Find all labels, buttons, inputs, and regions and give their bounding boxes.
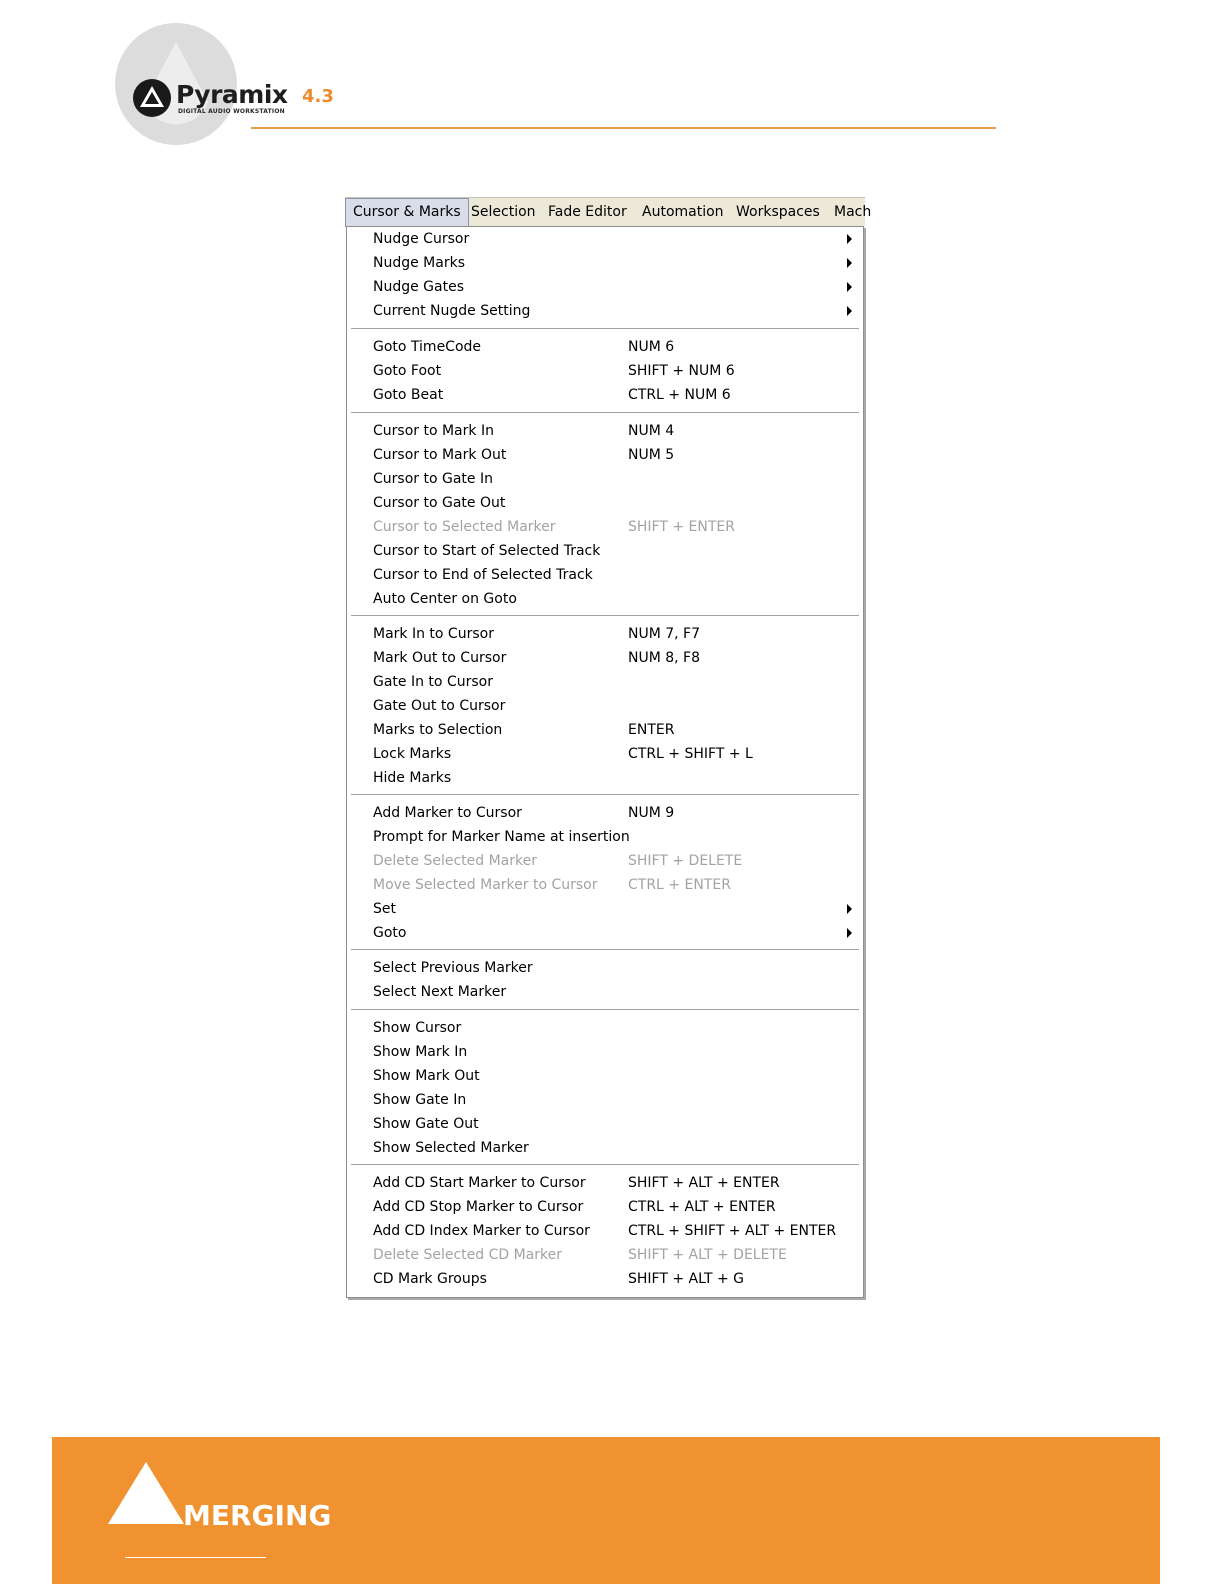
menu-item-shortcut: NUM 8, F8 bbox=[628, 650, 701, 666]
menu-item-shortcut: NUM 4 bbox=[628, 423, 675, 439]
menu-item-label: Move Selected Marker to Cursor bbox=[373, 877, 598, 893]
menu-item-label: Lock Marks bbox=[373, 746, 452, 762]
menu-item-label: Add CD Index Marker to Cursor bbox=[373, 1223, 590, 1239]
menu-item-label: Goto TimeCode bbox=[373, 339, 482, 355]
menu-item-label: Prompt for Marker Name at insertion bbox=[373, 829, 630, 845]
menu-item-nudge-cursor[interactable] bbox=[373, 227, 853, 251]
menu-item-label: Auto Center on Goto bbox=[373, 591, 517, 607]
menu-item-label: Nudge Gates bbox=[373, 279, 465, 295]
menu-item-shortcut: SHIFT + NUM 6 bbox=[628, 363, 735, 379]
menu-item-label: Select Next Marker bbox=[373, 984, 507, 1000]
menu-item-label: Cursor to Mark In bbox=[373, 423, 494, 439]
menu-item-delete-cd-marker bbox=[373, 1243, 853, 1267]
merging-logo-icon bbox=[106, 1460, 186, 1526]
menu-separator bbox=[351, 794, 859, 795]
menu-item-cd-mark-groups[interactable] bbox=[373, 1267, 853, 1291]
menu-item-shortcut: CTRL + ALT + ENTER bbox=[628, 1199, 776, 1215]
menu-item-label: Cursor to Gate Out bbox=[373, 495, 506, 511]
menu-item-add-marker-to-cursor[interactable] bbox=[373, 801, 853, 825]
menu-item-label: Cursor to End of Selected Track bbox=[373, 567, 593, 583]
menu-item-label: Nudge Marks bbox=[373, 255, 465, 271]
submenu-arrow-icon bbox=[847, 904, 852, 914]
menu-item-show-mark-out[interactable] bbox=[373, 1064, 853, 1088]
menu-item-label: CD Mark Groups bbox=[373, 1271, 487, 1287]
menu-item-label: Gate Out to Cursor bbox=[373, 698, 506, 714]
menu-item-shortcut: SHIFT + ALT + G bbox=[628, 1271, 745, 1287]
menu-item-show-mark-in[interactable] bbox=[373, 1040, 853, 1064]
menu-item-label: Hide Marks bbox=[373, 770, 452, 786]
menu-item-label: Show Selected Marker bbox=[373, 1140, 529, 1156]
menu-item-shortcut: CTRL + NUM 6 bbox=[628, 387, 731, 403]
submenu-arrow-icon bbox=[847, 306, 852, 316]
menu-item-delete-selected-marker bbox=[373, 849, 853, 873]
menu-item-shortcut: CTRL + SHIFT + ALT + ENTER bbox=[628, 1223, 837, 1239]
menu-item-select-previous-marker[interactable] bbox=[373, 956, 853, 980]
brand-version: 4.3 bbox=[302, 86, 334, 107]
menu-item-add-cd-index[interactable] bbox=[373, 1219, 853, 1243]
submenu-arrow-icon bbox=[847, 928, 852, 938]
menu-item-add-cd-stop[interactable] bbox=[373, 1195, 853, 1219]
menu-item-label: Show Gate In bbox=[373, 1092, 467, 1108]
menu-item-current-nudge-setting[interactable] bbox=[373, 299, 853, 323]
menu-item-label: Add CD Start Marker to Cursor bbox=[373, 1175, 586, 1191]
menubar bbox=[345, 197, 872, 227]
menu-item-lock-marks[interactable] bbox=[373, 742, 853, 766]
menu-item-label: Show Gate Out bbox=[373, 1116, 479, 1132]
menu-item-label: Add CD Stop Marker to Cursor bbox=[373, 1199, 584, 1215]
menu-item-label: Show Mark In bbox=[373, 1044, 468, 1060]
menu-separator bbox=[351, 949, 859, 950]
menu-item-mark-out-to-cursor[interactable] bbox=[373, 646, 853, 670]
menu-item-label: Mark In to Cursor bbox=[373, 626, 494, 642]
menu-item-goto[interactable] bbox=[373, 921, 853, 945]
menu-item-auto-center-on-goto[interactable] bbox=[373, 587, 853, 611]
submenu-arrow-icon bbox=[847, 234, 852, 244]
menu-item-shortcut: CTRL + ENTER bbox=[628, 877, 731, 893]
menu-item-shortcut: NUM 5 bbox=[628, 447, 675, 463]
menu-item-show-cursor[interactable] bbox=[373, 1016, 853, 1040]
menu-item-shortcut: CTRL + SHIFT + L bbox=[628, 746, 753, 762]
menubar-mach[interactable]: Mach bbox=[834, 204, 872, 220]
menu-item-label: Nudge Cursor bbox=[373, 231, 470, 247]
menu-item-shortcut: SHIFT + ALT + DELETE bbox=[628, 1247, 787, 1263]
menubar-fade-editor[interactable]: Fade Editor bbox=[548, 204, 627, 220]
submenu-arrow-icon bbox=[847, 258, 852, 268]
menu-item-nudge-marks[interactable] bbox=[373, 251, 853, 275]
menubar-selection[interactable]: Selection bbox=[471, 204, 536, 220]
brand-tagline: DIGITAL AUDIO WORKSTATION bbox=[178, 108, 285, 115]
menu-item-label: Cursor to Start of Selected Track bbox=[373, 543, 601, 559]
menu-item-label: Mark Out to Cursor bbox=[373, 650, 507, 666]
menu-item-label: Marks to Selection bbox=[373, 722, 503, 738]
menu-item-label: Current Nugde Setting bbox=[373, 303, 531, 319]
header-divider bbox=[251, 127, 996, 129]
menu-item-hide-marks[interactable] bbox=[373, 766, 853, 790]
menu-item-shortcut: NUM 7, F7 bbox=[628, 626, 701, 642]
submenu-arrow-icon bbox=[847, 282, 852, 292]
menu-item-cursor-to-mark-out[interactable] bbox=[373, 443, 853, 467]
menu-item-label: Goto Beat bbox=[373, 387, 444, 403]
menu-item-show-gate-in[interactable] bbox=[373, 1088, 853, 1112]
footer-underline bbox=[125, 1557, 266, 1558]
menu-item-label: Select Previous Marker bbox=[373, 960, 533, 976]
menu-item-label: Gate In to Cursor bbox=[373, 674, 493, 690]
menu-item-shortcut: NUM 6 bbox=[628, 339, 675, 355]
menubar-workspaces[interactable]: Workspaces bbox=[736, 204, 820, 220]
menu-item-cursor-to-mark-in[interactable] bbox=[373, 419, 853, 443]
menu-item-goto-foot[interactable] bbox=[373, 359, 853, 383]
menu-item-set[interactable] bbox=[373, 897, 853, 921]
menu-item-shortcut: ENTER bbox=[628, 722, 675, 738]
cursor-marks-dropdown bbox=[346, 226, 864, 1298]
menu-separator bbox=[351, 615, 859, 616]
menu-item-gate-in-to-cursor[interactable] bbox=[373, 670, 853, 694]
menu-item-label: Add Marker to Cursor bbox=[373, 805, 522, 821]
menu-separator bbox=[351, 1009, 859, 1010]
menu-item-show-selected-marker[interactable] bbox=[373, 1136, 853, 1160]
menu-separator bbox=[351, 328, 859, 329]
menu-item-shortcut: SHIFT + ALT + ENTER bbox=[628, 1175, 780, 1191]
menu-item-nudge-gates[interactable] bbox=[373, 275, 853, 299]
menu-item-label: Cursor to Mark Out bbox=[373, 447, 507, 463]
menu-item-add-cd-start[interactable] bbox=[373, 1171, 853, 1195]
menu-separator bbox=[351, 412, 859, 413]
menu-item-label: Show Cursor bbox=[373, 1020, 462, 1036]
menu-item-label: Cursor to Selected Marker bbox=[373, 519, 556, 535]
menu-item-mark-in-to-cursor[interactable] bbox=[373, 622, 853, 646]
menu-item-cursor-to-end-track[interactable] bbox=[373, 563, 853, 587]
menu-screenshot bbox=[345, 197, 872, 1299]
footer-brand: MERGING bbox=[183, 1499, 332, 1532]
menu-item-label: Delete Selected CD Marker bbox=[373, 1247, 562, 1263]
menubar-cursor-marks[interactable]: Cursor & Marks bbox=[345, 198, 469, 227]
menu-item-label: Show Mark Out bbox=[373, 1068, 480, 1084]
menu-item-cursor-to-selected-marker bbox=[373, 515, 853, 539]
menu-item-label: Goto bbox=[373, 925, 407, 941]
menu-separator bbox=[351, 1164, 859, 1165]
menu-item-cursor-to-gate-in[interactable] bbox=[373, 467, 853, 491]
menu-item-goto-beat[interactable] bbox=[373, 383, 853, 407]
menu-item-shortcut: NUM 9 bbox=[628, 805, 675, 821]
menu-item-move-selected-marker bbox=[373, 873, 853, 897]
menubar-automation[interactable]: Automation bbox=[642, 204, 724, 220]
menu-item-label: Goto Foot bbox=[373, 363, 442, 379]
menu-item-marks-to-selection[interactable] bbox=[373, 718, 853, 742]
pyramix-logo-icon bbox=[133, 79, 171, 117]
menu-item-goto-timecode[interactable] bbox=[373, 335, 853, 359]
menu-item-cursor-to-start-track[interactable] bbox=[373, 539, 853, 563]
menu-item-gate-out-to-cursor[interactable] bbox=[373, 694, 853, 718]
menu-item-cursor-to-gate-out[interactable] bbox=[373, 491, 853, 515]
menu-item-prompt-marker-name[interactable] bbox=[373, 825, 853, 849]
menu-item-label: Cursor to Gate In bbox=[373, 471, 493, 487]
menu-item-shortcut: SHIFT + ENTER bbox=[628, 519, 735, 535]
menu-item-label: Delete Selected Marker bbox=[373, 853, 537, 869]
menu-item-show-gate-out[interactable] bbox=[373, 1112, 853, 1136]
brand-name: Pyramix bbox=[176, 80, 288, 109]
menu-item-select-next-marker[interactable] bbox=[373, 980, 853, 1004]
menu-item-shortcut: SHIFT + DELETE bbox=[628, 853, 743, 869]
menu-item-label: Set bbox=[373, 901, 396, 917]
